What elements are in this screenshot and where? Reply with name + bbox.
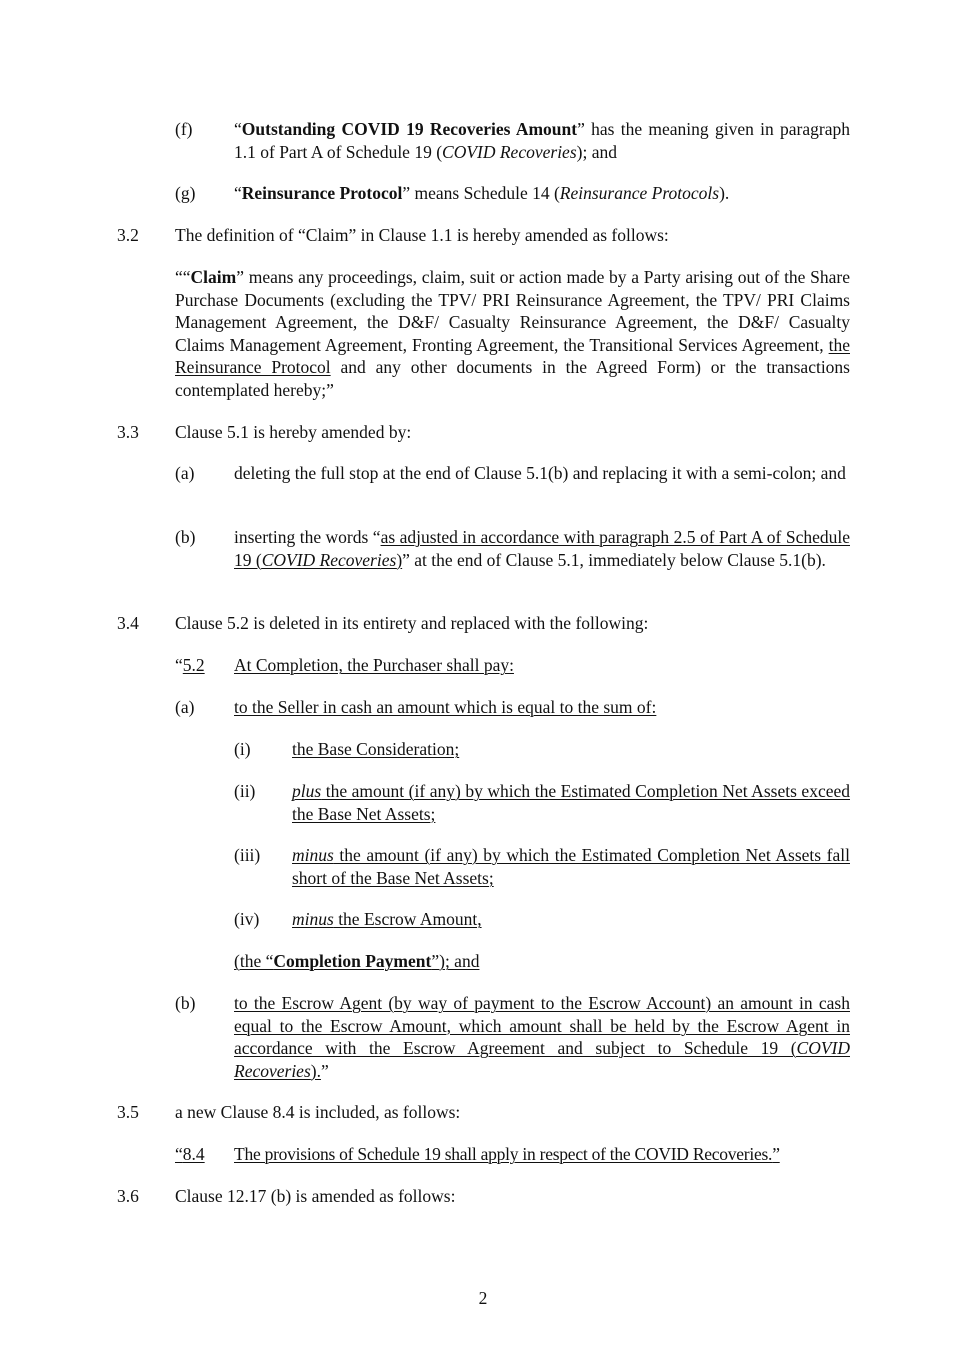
inserted-text: ).	[310, 1060, 321, 1081]
item-label-b: (b)	[175, 527, 196, 547]
operator-word: plus	[292, 781, 322, 801]
base-consideration	[292, 738, 850, 761]
definition-text: ” means any proceedings, claim, suit or action made by a Party arising out of the Share Purchase Documents (excluding the TPV/ PRI Reinsurance Agreement, the TPV/ PRI Claims Management Agreement, the D&F/ Casualty Reinsurance Agreement, the D&F/ Casualty Claims Management Agreement, Fronting Agreement, the Transitional Services Agreement,	[175, 267, 850, 355]
replacement-clause-5-2	[175, 654, 205, 677]
inserted-text: the amount (if any) by which the Estimated Completion Net Assets exceed the Base Net Assets;	[292, 781, 850, 824]
item-label-ii: (ii)	[234, 781, 256, 801]
item-label-i: (i)	[234, 739, 251, 759]
plus-net-assets-excess	[292, 780, 850, 825]
quote-mark: “	[234, 183, 242, 203]
clause-3-6-intro: Clause 12.17 (b) is amended as follows:	[175, 1186, 456, 1206]
definition-reinsurance-protocol	[234, 182, 850, 205]
clause-8-4-text	[234, 1143, 850, 1166]
quote-mark: “	[175, 1144, 183, 1164]
clause-number-3-6: 3.6	[117, 1186, 139, 1206]
schedule-title: COVID Recoveries	[261, 549, 397, 570]
definition-text: ” has the meaning given in paragraph 1.1 of Part A of Schedule 19 (	[234, 119, 850, 162]
clause-number-3-4: 3.4	[117, 613, 139, 633]
clause-3-3-b-text	[234, 526, 850, 571]
new-clause-8-4	[175, 1143, 205, 1166]
inserted-text: )	[396, 549, 403, 570]
item-label-iv: (iv)	[234, 909, 260, 929]
claim-definition	[175, 266, 850, 401]
minus-net-assets-shortfall	[292, 844, 850, 889]
quote-mark: “	[175, 655, 183, 675]
clause-number-3-5: 3.5	[117, 1102, 139, 1122]
inserted-text: At Completion, the Purchaser shall pay:	[234, 655, 514, 675]
sub-clause-5-2-text	[234, 654, 850, 677]
defined-term: Outstanding COVID 19 Recoveries Amount	[241, 119, 578, 139]
inserted-text: as adjusted in accordance with paragraph 2.5 of Part A of Schedule 19 (	[234, 527, 850, 570]
clause-3-4-intro: Clause 5.2 is deleted in its entirety and replaced with the following:	[175, 613, 649, 633]
inserted-text: The provisions of Schedule 19 shall apply in respect of the COVID Recoveries.	[234, 1144, 773, 1164]
clause-3-2-intro: The definition of “Claim” in Clause 1.1 is hereby amended as follows:	[175, 225, 669, 245]
payment-to-escrow-agent	[234, 992, 850, 1082]
sub-clause-number: 5.2	[182, 655, 205, 675]
defined-term: Claim	[190, 267, 237, 287]
inserted-text: ”); and	[431, 951, 480, 971]
schedule-title: COVID Recoveries	[234, 1038, 850, 1081]
schedule-title: COVID Recoveries	[442, 141, 577, 162]
inserted-text: the Reinsurance Protocol	[175, 334, 850, 377]
item-label-a: (a)	[175, 697, 195, 717]
inserted-text: (the “	[234, 951, 274, 971]
page-number: 2	[478, 1288, 488, 1308]
quote-mark: ”	[320, 1060, 329, 1081]
schedule-title: Reinsurance Protocols	[559, 183, 720, 203]
quote-mark: “	[234, 119, 242, 139]
inserted-text: the amount (if any) by which the Estimated Completion Net Assets fall short of the Base Net Assets;	[292, 845, 850, 888]
quote-mark: ““	[175, 267, 191, 287]
completion-payment-definition	[234, 950, 850, 973]
definition-outstanding-covid-recoveries	[234, 118, 850, 163]
operator-word: minus	[292, 845, 334, 865]
sub-clause-number: 8.4	[182, 1144, 205, 1164]
item-label-g: (g)	[175, 183, 196, 203]
item-label-f: (f)	[175, 119, 193, 139]
clause-3-3-a-text: deleting the full stop at the end of Clause 5.1(b) and replacing it with a semi-colon; and	[234, 463, 846, 483]
defined-term: Completion Payment	[273, 951, 432, 971]
definition-text-end: ); and	[576, 141, 617, 162]
item-label-iii: (iii)	[234, 845, 261, 865]
item-label-a: (a)	[175, 463, 195, 483]
quote-mark: ”	[772, 1144, 780, 1164]
inserted-text: the Escrow Amount,	[333, 909, 482, 929]
definition-text-end: and any other documents in the Agreed Form) or the transactions contemplated hereby;”	[175, 357, 850, 400]
text: inserting the words “	[234, 527, 381, 547]
defined-term: Reinsurance Protocol	[241, 183, 403, 203]
inserted-text: to the Seller in cash an amount which is equal to the sum of:	[234, 697, 657, 717]
item-label-b: (b)	[175, 993, 196, 1013]
inserted-text: the Base Consideration;	[292, 739, 460, 759]
minus-escrow-amount	[292, 908, 850, 931]
inserted-text: to the Escrow Agent (by way of payment to the Escrow Account) an amount in cash equal to the Escrow Amount, which amount shall be held by the Escrow Agent in accordance with the Escrow Agreement and subject to Schedule 19 (	[234, 993, 850, 1058]
payment-to-seller	[234, 696, 850, 719]
clause-3-3-intro: Clause 5.1 is hereby amended by:	[175, 422, 412, 442]
definition-text: ” means Schedule 14 (	[402, 183, 560, 203]
clause-3-5-intro: a new Clause 8.4 is included, as follows:	[175, 1102, 461, 1122]
clause-number-3-2: 3.2	[117, 225, 139, 245]
text: ” at the end of Clause 5.1, immediately below Clause 5.1(b).	[402, 549, 826, 570]
clause-number-3-3: 3.3	[117, 422, 139, 442]
operator-word: minus	[292, 909, 334, 929]
definition-text-end: ).	[719, 183, 730, 203]
